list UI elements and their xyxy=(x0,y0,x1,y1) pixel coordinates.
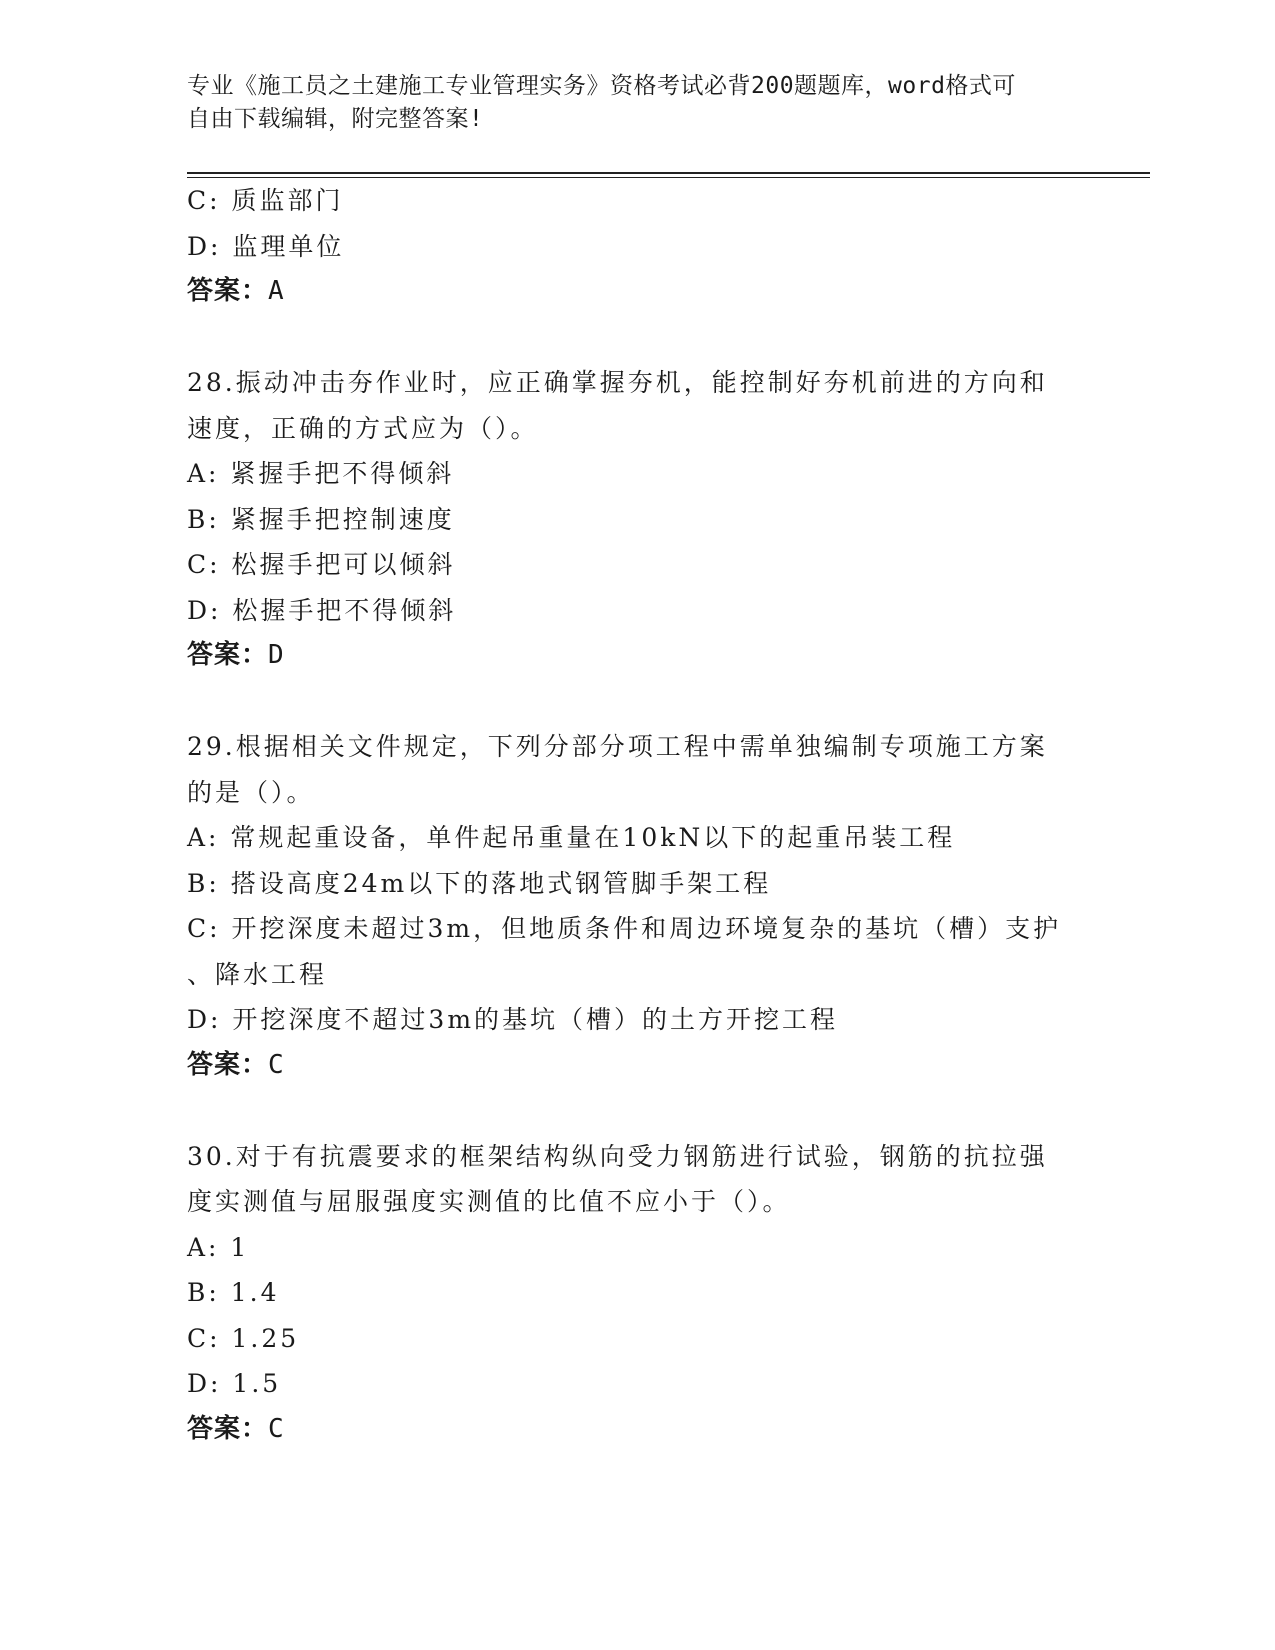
question-stem-line: 29.根据相关文件规定，下列分部分项工程中需单独编制专项施工方案 xyxy=(187,732,1048,761)
answer-line xyxy=(187,1043,1147,1089)
document-header xyxy=(187,70,1087,136)
option-b: B: 搭设高度24m以下的落地式钢管脚手架工程 xyxy=(187,868,772,898)
answer-value: C xyxy=(268,1049,285,1080)
question-30 xyxy=(187,1134,1147,1453)
question-28 xyxy=(187,360,1147,679)
option-a: A: 紧握手把不得倾斜 xyxy=(187,459,455,488)
answer-value: C xyxy=(268,1413,285,1444)
answer-label: 答案： xyxy=(187,276,269,306)
option-d: D: 1.5 xyxy=(187,1369,282,1398)
question-spacer xyxy=(187,679,1147,725)
option-c-continued: 、降水工程 xyxy=(187,959,328,989)
answer-value: D xyxy=(268,640,285,670)
answer-label: 答案： xyxy=(187,1413,269,1444)
option-c: C: 松握手把可以倾斜 xyxy=(187,550,456,579)
question-29 xyxy=(187,724,1147,1088)
option-c: C: 1.25 xyxy=(187,1323,300,1353)
answer-value: A xyxy=(268,276,285,306)
question-stem-line: 的是（）。 xyxy=(187,777,315,807)
header-line-2: 自由下载编辑，附完整答案! xyxy=(187,106,484,132)
question-content xyxy=(187,178,1147,1452)
question-stem-line: 28.振动冲击夯作业时，应正确掌握夯机，能控制好夯机前进的方向和 xyxy=(187,368,1048,397)
option-a: A: 1 xyxy=(187,1232,250,1262)
option-c: C: 开挖深度未超过3m，但地质条件和周边环境复杂的基坑（槽）支护 xyxy=(187,914,1062,943)
answer-line xyxy=(187,633,1147,679)
option-d: D: 监理单位 xyxy=(187,231,345,261)
option-b: B: 紧握手把控制速度 xyxy=(187,504,455,534)
option-b: B: 1.4 xyxy=(187,1278,280,1307)
question-stem-line: 30.对于有抗震要求的框架结构纵向受力钢筋进行试验，钢筋的抗拉强 xyxy=(187,1141,1048,1171)
question-spacer xyxy=(187,1088,1147,1134)
answer-line xyxy=(187,1407,1147,1453)
question-spacer xyxy=(187,315,1147,361)
option-a: A: 常规起重设备，单件起吊重量在10kN以下的起重吊装工程 xyxy=(187,823,956,852)
answer-label: 答案： xyxy=(187,640,269,670)
document-page xyxy=(187,70,1147,1630)
answer-label: 答案： xyxy=(187,1049,269,1080)
answer-line xyxy=(187,269,1147,315)
option-c: C: 质监部门 xyxy=(187,186,344,215)
option-d: D: 开挖深度不超过3m的基坑（槽）的土方开挖工程 xyxy=(187,1005,839,1034)
option-d: D: 松握手把不得倾斜 xyxy=(187,595,457,625)
question-stem-line: 度实测值与屈服强度实测值的比值不应小于（）。 xyxy=(187,1187,791,1216)
header-line-1: 专业《施工员之土建施工专业管理实务》资格考试必背200题题库，word格式可 xyxy=(187,73,1016,99)
question-27-tail xyxy=(187,178,1147,315)
question-stem-line: 速度，正确的方式应为（）。 xyxy=(187,413,539,443)
